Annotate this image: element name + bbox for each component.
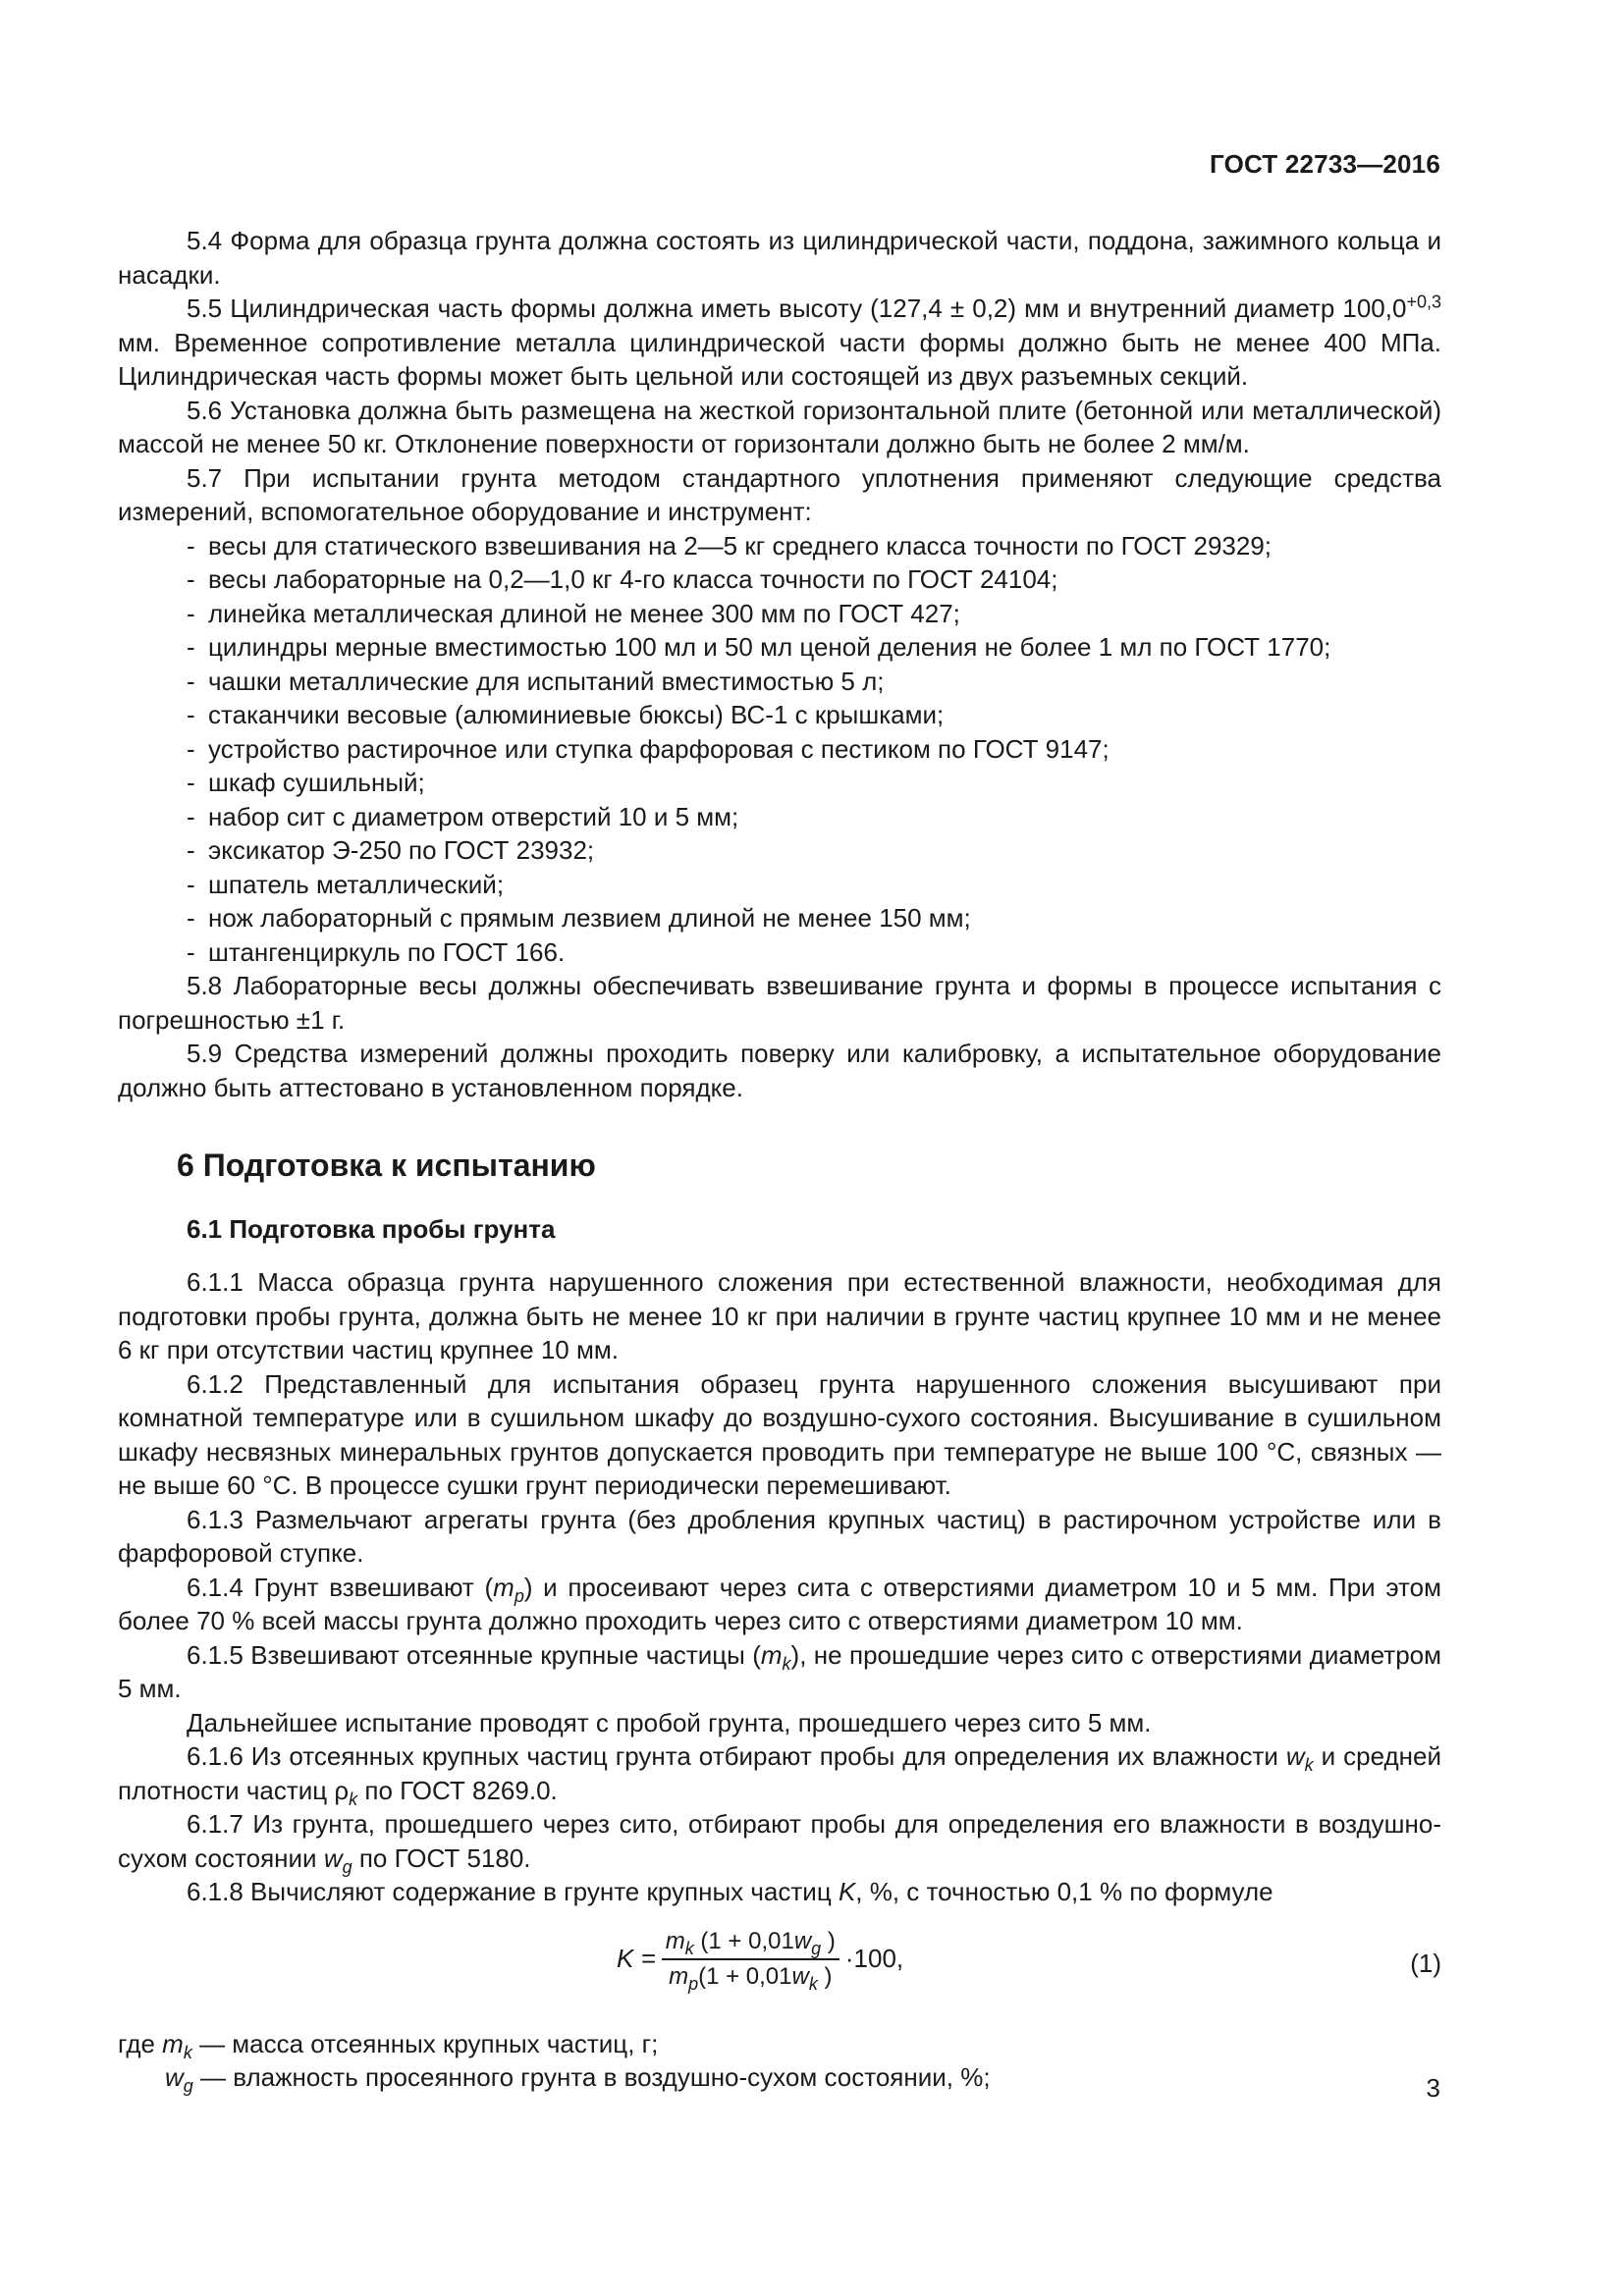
- formula-expression: [617, 1925, 903, 1994]
- tolerance-superscript: +0,3: [1406, 292, 1441, 312]
- list-item: - шкаф сушильный;: [187, 768, 425, 797]
- equipment-list: [118, 529, 1441, 970]
- list-item: - весы для статического взвешивания на 2—5 кг среднего класса точности по ГОСТ 29329;: [187, 530, 1272, 561]
- list-item: - стаканчики весовые (алюминиевые бюксы) ВС-1 с крышками;: [187, 700, 945, 729]
- subsection-6-1-heading: 6.1 Подготовка пробы грунта: [187, 1214, 556, 1244]
- formula-fraction: [662, 1925, 839, 1994]
- document-code-header: ГОСТ 22733—2016: [1210, 149, 1440, 179]
- paragraph-6-1-1: 6.1.1 Масса образца грунта нарушенного сложения при естественной влажности, необходимая для подготовки пробы грунта, должна быть не менее 10 кг при наличии в грунте частиц крупнее 10 мм и не менее 6 кг при отсутствии частиц крупнее 10 мм.: [118, 1267, 1441, 1364]
- paragraph-6-1-4: 6.1.4 Грунт взвешивают $(m_p)$ и просеивают через сита с отверстиями диаметром 10 и 5 мм. При этом более 70 % всей массы грунта должно проходить через сито с отверстиями диаметром 10 мм.: [118, 1572, 1441, 1635]
- page-content: [118, 224, 1441, 2095]
- paragraph-6-1-7: 6.1.7 Из грунта, прошедшего через сито, отбирают пробы для определения его влажности в воздушно-сухом состоянии $w_g$ по ГОСТ 5180.: [118, 1809, 1441, 1877]
- list-item: - устройство растирочное или ступка фарфоровая с пестиком по ГОСТ 9147;: [187, 733, 1110, 764]
- paragraph-5-5: 5.5 Цилиндрическая часть формы должна иметь высоту (127,4 ± 0,2) мм и внутренний диаметр $100,0^{+0,3}$ мм. Временное сопротивление металла цилиндрической части формы должно быть не менее 400 МПа. Цилиндрическая часть формы может быть цельной или состоящей из двух разъемных секций.: [118, 292, 1441, 391]
- formula-denominator: $m_p(1 + 0,01w_k$ ): [669, 1962, 833, 1994]
- paragraph-5-9: 5.9 Средства измерений должны проходить поверку или калибровку, а испытательное оборудование должно быть аттестовано в установленном порядке.: [118, 1039, 1441, 1102]
- list-item: - шпатель металлический;: [187, 869, 505, 899]
- list-item: - штангенциркуль по ГОСТ 166.: [187, 936, 566, 967]
- formula-lhs: K =: [617, 1944, 656, 1974]
- formula-rhs: ·100,: [844, 1944, 904, 1974]
- formula-1: [118, 1915, 1441, 2023]
- list-item: - цилиндры мерные вместимостью 100 мл и 50 мл ценой деления не более 1 мл по ГОСТ 1770;: [187, 632, 1331, 662]
- section-6-heading: 6 Подготовка к испытанию: [177, 1148, 596, 1183]
- paragraph-5-6: 5.6 Установка должна быть размещена на жесткой горизонтальной плите (бетонной или металлической) массой не менее 50 кг. Отклонение поверхности от горизонтали должно быть не более 2 мм/м.: [118, 395, 1441, 458]
- paragraph-6-1-8: 6.1.8 Вычисляют содержание в грунте крупных частиц K, %, с точностью 0,1 % по формуле: [187, 1877, 1273, 1906]
- list-item: - чашки металлические для испытаний вместимостью 5 л;: [187, 666, 885, 696]
- paragraph-6-1-3: 6.1.3 Размельчают агрегаты грунта (без дробления крупных частиц) в растирочном устройстве или в фарфоровой ступке.: [118, 1504, 1441, 1568]
- formula-numerator: $m_k$ ($1 + 0,01w_g$ ): [665, 1927, 836, 1958]
- paragraph-6-1-2: 6.1.2 Представленный для испытания образец грунта нарушенного сложения высушивают при комнатной температуре или в сушильном шкафу до воздушно-сухого состояния. Высушивание в сушильном шкафу несвязных минеральных грунтов допускается проводить при температуре не выше 100 °С, связных — не выше 60 °С. В процессе сушки грунт периодически перемешивают.: [118, 1368, 1441, 1500]
- paragraph-5-4: 5.4 Форма для образца грунта должна состоять из цилиндрической части, поддона, зажимного кольца и насадки.: [118, 226, 1441, 290]
- list-item: - нож лабораторный с прямым лезвием длиной не менее 150 мм;: [187, 903, 971, 933]
- list-item: - линейка металлическая длиной не менее 300 мм по ГОСТ 427;: [187, 598, 960, 628]
- where-line-1: где $m_k$ — масса отсеянных крупных частиц, г;: [118, 2028, 659, 2062]
- paragraph-6-1-5: 6.1.5 Взвешивают отсеянные крупные частицы $(m_k)$, не прошедшие через сито с отверстиями диаметром 5 мм.: [118, 1639, 1441, 1703]
- list-item: - набор сит с диаметром отверстий 10 и 5 мм;: [187, 801, 739, 831]
- paragraph-6-1-6: 6.1.6 Из отсеянных крупных частиц грунта отбирают пробы для определения их влажности $w_k$ и средней плотности частиц $\rho_k$ по ГОСТ 8269.0.: [118, 1741, 1441, 1809]
- paragraph-6-1-5-continuation: Дальнейшее испытание проводят с пробой грунта, прошедшего через сито 5 мм.: [187, 1707, 1152, 1737]
- paragraph-5-7: 5.7 При испытании грунта методом стандартного уплотнения применяют следующие средства измерений, вспомогательное оборудование и инструмент:: [118, 462, 1441, 526]
- page-number: 3: [1426, 2073, 1440, 2103]
- list-item: - эксикатор Э-250 по ГОСТ 23932;: [187, 835, 595, 865]
- paragraph-5-8: 5.8 Лабораторные весы должны обеспечивать взвешивание грунта и формы в процессе испытания с погрешностью ±1 г.: [118, 971, 1441, 1035]
- list-item: - весы лабораторные на 0,2—1,0 кг 4-го класса точности по ГОСТ 24104;: [187, 564, 1058, 594]
- formula-number: (1): [1410, 1948, 1441, 1978]
- where-line-2: $w_g$ — влажность просеянного грунта в воздушно-сухом состоянии, %;: [165, 2062, 991, 2097]
